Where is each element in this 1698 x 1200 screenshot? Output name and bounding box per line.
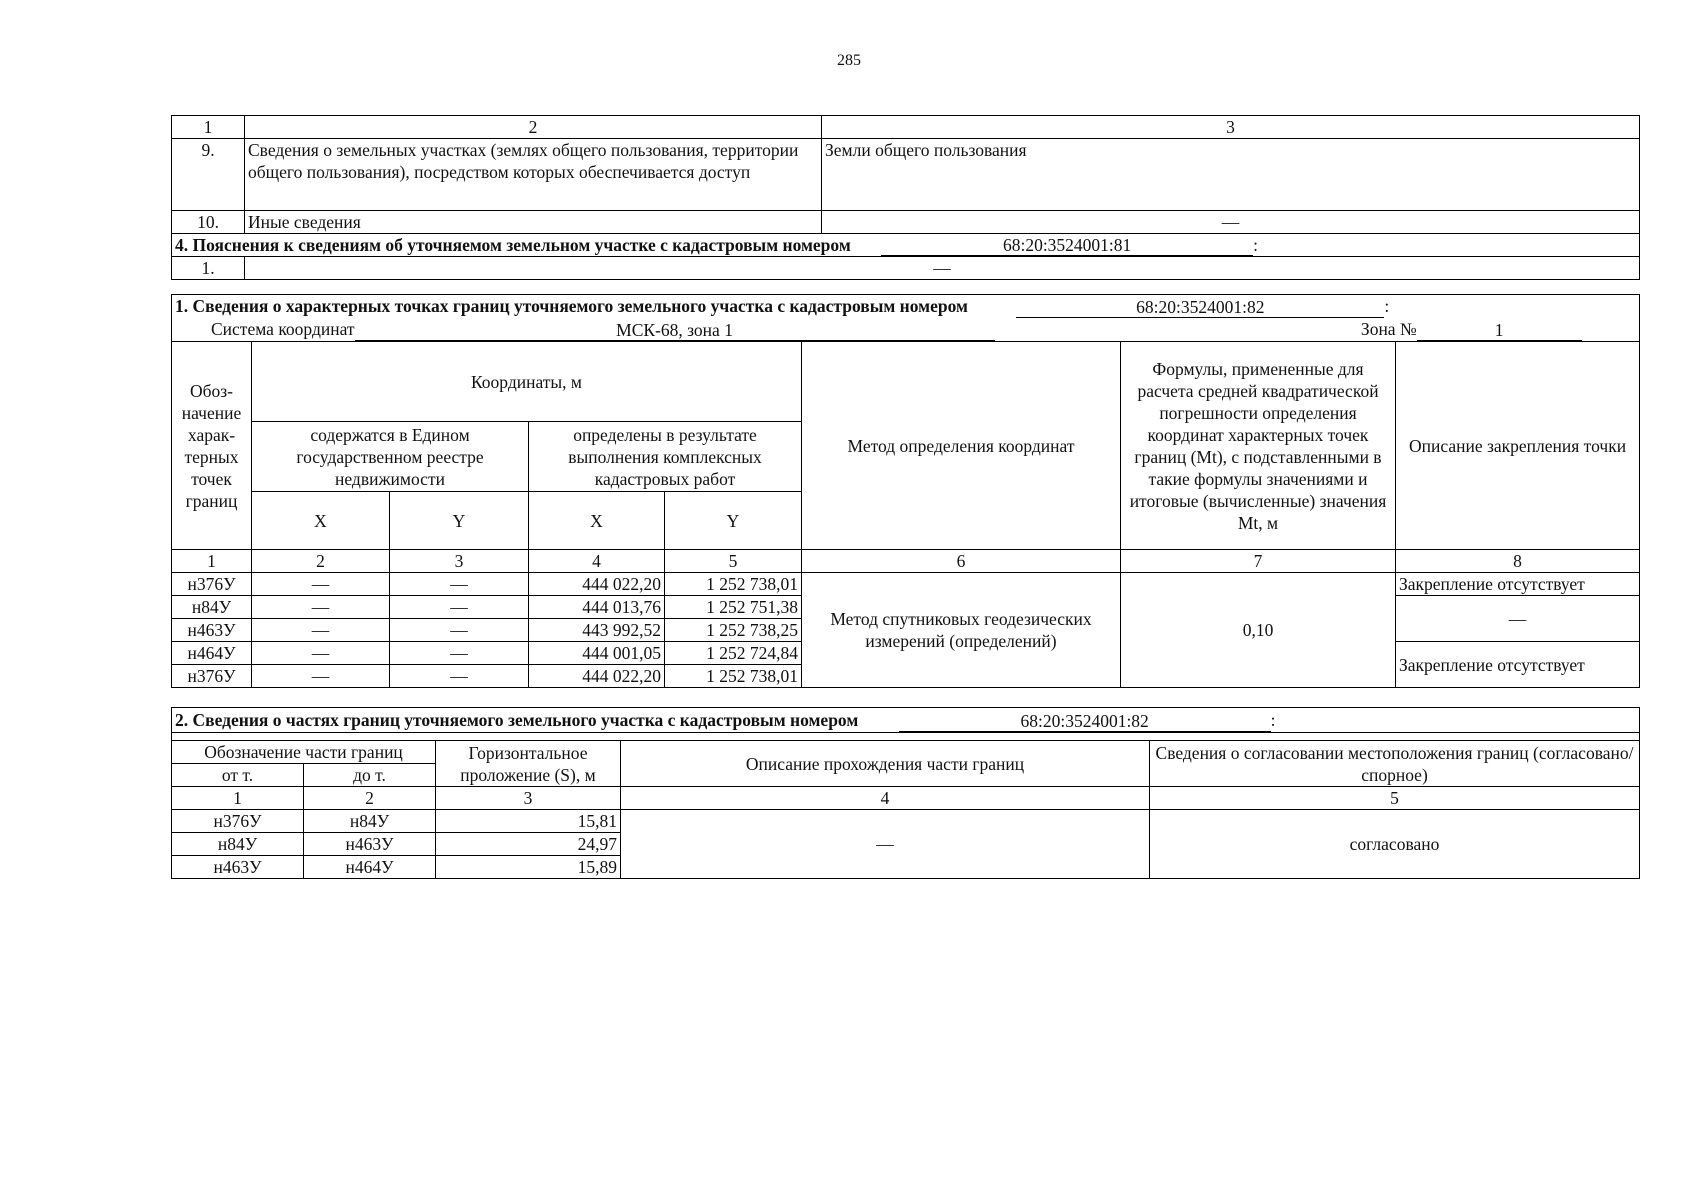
row-value: — bbox=[245, 257, 1640, 280]
zone-value: 1 bbox=[1417, 320, 1582, 341]
horizontal-distance: 15,89 bbox=[436, 856, 621, 879]
coord-system-label: Система координат bbox=[211, 319, 355, 339]
horizontal-distance: 15,81 bbox=[436, 810, 621, 833]
section-title-row bbox=[172, 295, 1640, 342]
column-number: 3 bbox=[822, 116, 1640, 139]
column-number: 8 bbox=[1396, 550, 1640, 573]
egrn-x: — bbox=[252, 642, 390, 665]
fixing-value: Закрепление отсутствует bbox=[1396, 573, 1640, 596]
egrn-y: — bbox=[390, 596, 529, 619]
table-row bbox=[172, 810, 1640, 833]
point-name: н464У bbox=[172, 642, 252, 665]
header-row bbox=[172, 741, 1640, 764]
coord-y: 1 252 751,38 bbox=[665, 596, 802, 619]
coord-x: 444 013,76 bbox=[529, 596, 665, 619]
boundary-parts-table bbox=[171, 707, 1640, 879]
colon: : bbox=[1270, 710, 1276, 730]
characteristic-points-table bbox=[171, 294, 1640, 688]
egrn-y: — bbox=[390, 665, 529, 688]
section-title-row bbox=[172, 234, 1640, 257]
egrn-x: — bbox=[252, 596, 390, 619]
to-header: до т. bbox=[304, 764, 436, 787]
coord-y: 1 252 738,01 bbox=[665, 665, 802, 688]
coord-x: 443 992,52 bbox=[529, 619, 665, 642]
table-row bbox=[172, 139, 1640, 211]
from-point: н463У bbox=[172, 856, 304, 879]
from-header: от т. bbox=[172, 764, 304, 787]
column-number: 1 bbox=[172, 787, 304, 810]
column-number: 4 bbox=[621, 787, 1150, 810]
cadastral-number: 68:20:3524001:82 bbox=[1016, 297, 1384, 318]
row-number: 10. bbox=[172, 211, 245, 234]
agreement-value: согласовано bbox=[1150, 810, 1640, 879]
column-number: 7 bbox=[1121, 550, 1396, 573]
row-number: 1. bbox=[172, 257, 245, 280]
page-number: 285 bbox=[837, 52, 861, 69]
from-point: н84У bbox=[172, 833, 304, 856]
column-number: 2 bbox=[245, 116, 822, 139]
horizontal-distance: 24,97 bbox=[436, 833, 621, 856]
egrn-y: — bbox=[390, 619, 529, 642]
method-header: Метод определения координат bbox=[802, 342, 1121, 550]
egrn-x: — bbox=[252, 665, 390, 688]
egrn-x: — bbox=[252, 619, 390, 642]
column-number: 4 bbox=[529, 550, 665, 573]
fixing-value: — bbox=[1396, 596, 1640, 642]
column-number: 1 bbox=[172, 550, 252, 573]
column-number: 6 bbox=[802, 550, 1121, 573]
column-number: 1 bbox=[172, 116, 245, 139]
point-name: н84У bbox=[172, 596, 252, 619]
table-row bbox=[172, 257, 1640, 280]
agreement-header: Сведения о согласовании местоположения границ (согласовано/спорное) bbox=[1150, 741, 1640, 787]
method-value: Метод спутниковых геодезических измерений (определений) bbox=[802, 573, 1121, 688]
fixing-value: Закрепление отсутствует bbox=[1396, 642, 1640, 688]
row-label: Сведения о земельных участках (землях общего пользования, территории общего пользования), посредством которых обеспечивается доступ bbox=[245, 139, 822, 211]
section-title: 1. Сведения о характерных точках границ уточняемого земельного участка с кадастровым номером bbox=[175, 296, 968, 316]
from-point: н376У bbox=[172, 810, 304, 833]
row-value: — bbox=[822, 211, 1640, 234]
row-number: 9. bbox=[172, 139, 245, 211]
egrn-y: — bbox=[390, 573, 529, 596]
formulas-header: Формулы, примененные для расчета средней квадратической погрешности определения координат характерных точек границ (Mt), с подставленными в такие формулы значениями и итоговые (вычисленные) значения Mt, м bbox=[1121, 342, 1396, 550]
to-point: н463У bbox=[304, 833, 436, 856]
description-value: — bbox=[621, 810, 1150, 879]
column-number: 3 bbox=[436, 787, 621, 810]
part-designation-header: Обозначение части границ bbox=[172, 741, 436, 764]
to-point: н84У bbox=[304, 810, 436, 833]
section-title: 4. Пояснения к сведениям об уточняемом земельном участке с кадастровым номером bbox=[175, 235, 851, 255]
column-number: 2 bbox=[252, 550, 390, 573]
coord-x: 444 001,05 bbox=[529, 642, 665, 665]
coordinates-header: Координаты, м bbox=[252, 342, 802, 422]
row-value: Земли общего пользования bbox=[822, 139, 1640, 211]
point-name: н463У bbox=[172, 619, 252, 642]
cadastral-number: 68:20:3524001:82 bbox=[899, 711, 1271, 732]
coord-x: 444 022,20 bbox=[529, 573, 665, 596]
coord-x: 444 022,20 bbox=[529, 665, 665, 688]
column-number: 3 bbox=[390, 550, 529, 573]
info-table bbox=[171, 115, 1640, 280]
row-label: Иные сведения bbox=[245, 211, 822, 234]
point-designation-header: Обоз-начение харак-терных точек границ bbox=[172, 342, 252, 550]
x-header: X bbox=[252, 492, 390, 550]
coord-y: 1 252 738,25 bbox=[665, 619, 802, 642]
x-header: X bbox=[529, 492, 665, 550]
cadastral-number: 68:20:3524001:81 bbox=[881, 235, 1253, 256]
column-number: 5 bbox=[1150, 787, 1640, 810]
coord-y: 1 252 738,01 bbox=[665, 573, 802, 596]
colon: : bbox=[1384, 296, 1390, 316]
section-title-row bbox=[172, 708, 1640, 733]
cadastral-works-header: определены в результате выполнения комплексных кадастровых работ bbox=[529, 422, 802, 492]
zone-label: Зона № bbox=[1360, 319, 1417, 339]
spacer-row bbox=[172, 733, 1640, 741]
coord-y: 1 252 724,84 bbox=[665, 642, 802, 665]
section-title: 2. Сведения о частях границ уточняемого земельного участка с кадастровым номером bbox=[175, 710, 859, 730]
y-header: Y bbox=[390, 492, 529, 550]
horizontal-header: Горизонтальное проложение (S), м bbox=[436, 741, 621, 787]
mt-value: 0,10 bbox=[1121, 573, 1396, 688]
egrn-x: — bbox=[252, 573, 390, 596]
colon: : bbox=[1253, 235, 1258, 255]
table-row bbox=[172, 211, 1640, 234]
table-row bbox=[172, 573, 1640, 596]
point-name: н376У bbox=[172, 573, 252, 596]
to-point: н464У bbox=[304, 856, 436, 879]
column-number: 2 bbox=[304, 787, 436, 810]
column-numbers-row bbox=[172, 787, 1640, 810]
column-numbers-row bbox=[172, 550, 1640, 573]
header-row bbox=[172, 342, 1640, 422]
point-name: н376У bbox=[172, 665, 252, 688]
table-header-row bbox=[172, 116, 1640, 139]
column-number: 5 bbox=[665, 550, 802, 573]
egrn-header: содержатся в Едином государственном реестре недвижимости bbox=[252, 422, 529, 492]
fixing-header: Описание закрепления точки bbox=[1396, 342, 1640, 550]
coord-system-value: МСК-68, зона 1 bbox=[355, 320, 995, 341]
description-header: Описание прохождения части границ bbox=[621, 741, 1150, 787]
egrn-y: — bbox=[390, 642, 529, 665]
y-header: Y bbox=[665, 492, 802, 550]
